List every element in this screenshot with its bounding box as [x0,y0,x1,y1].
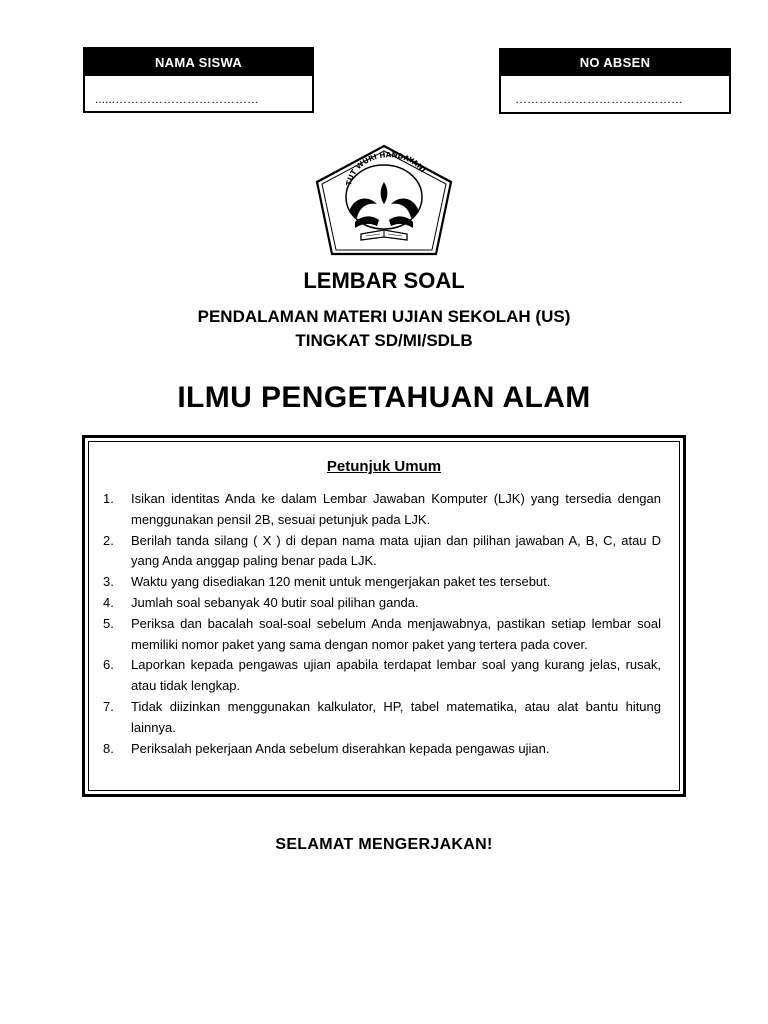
list-item-number: 8. [103,740,114,756]
list-item-text: Isikan identitas Anda ke dalam Lembar Jawaban Komputer (LJK) yang tersedia dengan menggunakan pensil 2B, sesuai petunjuk pada LJK. [131,491,661,527]
attendance-number-box [499,48,731,114]
list-item-number: 2. [103,532,114,548]
general-instructions-box [82,435,686,797]
list-item-text: Waktu yang disediakan 120 menit untuk mengerjakan paket tes tersebut. [131,574,551,590]
list-item [103,593,661,614]
instructions-inner-frame [88,441,680,791]
closing-message: SELAMAT MENGERJAKAN! [275,836,493,853]
list-item [103,655,661,697]
list-item-number: 4. [103,594,114,610]
logo-motto: TUT WURI HANDAYANI [344,150,428,187]
list-item-text: Periksalah pekerjaan Anda sebelum diserahkan kepada pengawas ujian. [131,740,550,756]
attendance-number-label: NO ABSEN [501,50,729,76]
list-item [103,489,661,531]
list-item-number: 7. [103,698,114,714]
subject-title: ILMU PENGETAHUAN ALAM [177,381,591,414]
list-item [103,572,661,593]
list-item [103,531,661,573]
list-item [103,614,661,656]
list-item [103,697,661,739]
document-subtitle-line1: PENDALAMAN MATERI UJIAN SEKOLAH (US) [197,307,571,326]
instructions-heading: Petunjuk Umum [326,458,442,475]
attendance-number-field[interactable]: …………………………………… [515,92,683,106]
student-name-label: NAMA SISWA [85,49,312,76]
list-item-text: Periksa dan bacalah soal-soal sebelum Anda menjawabnya, pastikan setiap lembar soal memiliki nomor paket yang sama dengan nomor paket yang tertera pada cover. [131,615,661,652]
list-item-number: 1. [103,491,114,506]
list-item-number: 6. [103,657,114,673]
list-item-number: 5. [103,615,114,631]
list-item-number: 3. [103,574,114,590]
list-item-text: Laporkan kepada pengawas ujian apabila terdapat lembar soal yang kurang jelas, rusak, atau tidak lengkap. [131,657,661,694]
tut-wuri-handayani-logo-icon [311,142,457,258]
list-item [103,739,661,760]
document-subtitle-line2: TINGKAT SD/MI/SDLB [295,331,473,350]
instructions-list [103,489,661,759]
list-item-text: Jumlah soal sebanyak 40 butir soal pilihan ganda. [131,594,419,610]
student-name-box [83,47,314,113]
list-item-text: Berilah tanda silang ( X ) di depan nama mata ujian dan pilihan jawaban A, B, C, atau D yang Anda anggap paling benar pada LJK. [131,532,661,569]
document-title: LEMBAR SOAL [303,268,465,293]
student-name-field[interactable]: ......……………………………… [95,92,260,106]
list-item-text: Tidak diizinkan menggunakan kalkulator, HP, tabel matematika, atau alat bantu hitung lainnya. [131,698,661,735]
